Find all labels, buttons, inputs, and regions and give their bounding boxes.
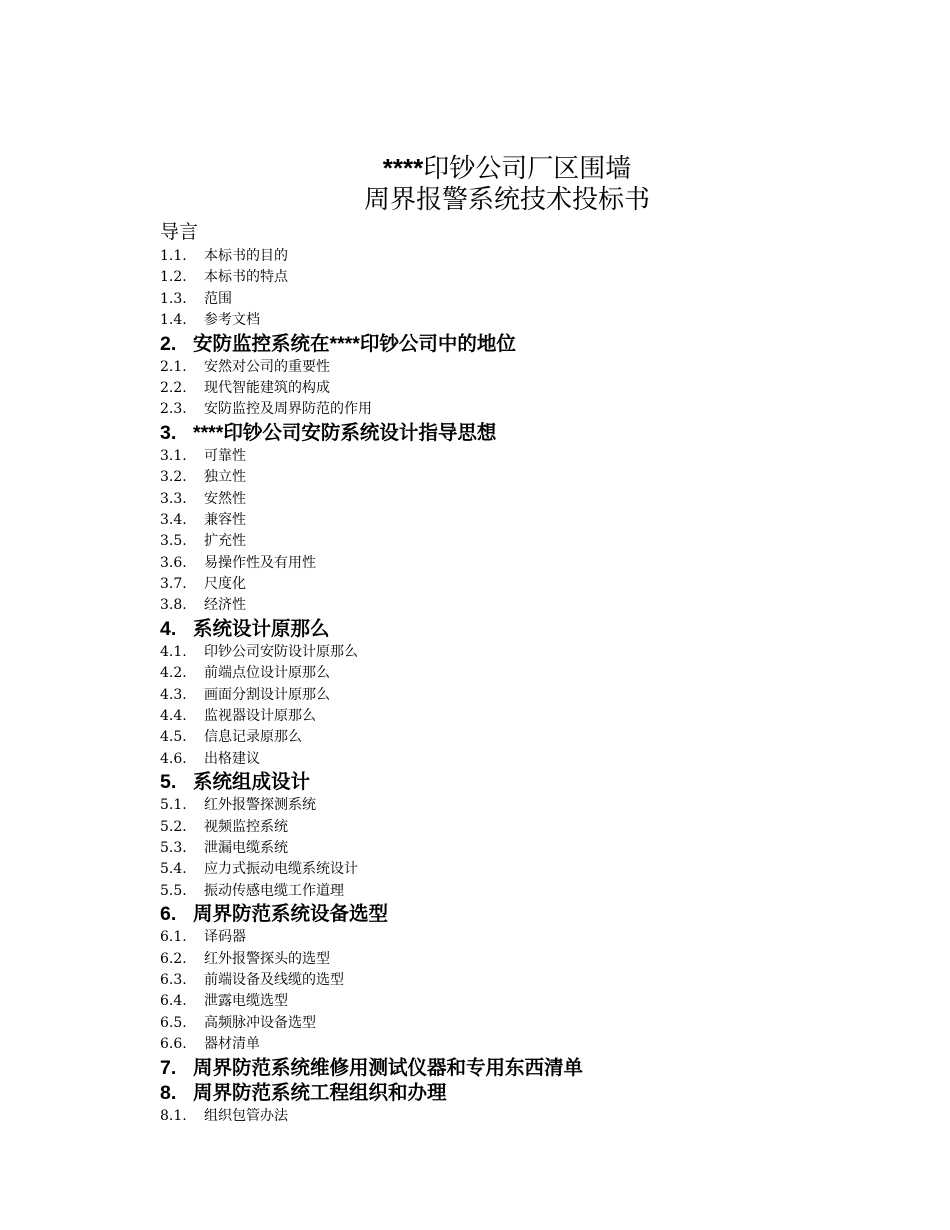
title-line-1-text: 印钞公司厂区围墙 bbox=[423, 154, 632, 184]
toc-subsection-item bbox=[160, 749, 920, 770]
toc-subsection-item bbox=[160, 1106, 920, 1127]
toc-entry-number: 3.4. bbox=[160, 511, 187, 528]
toc-intro-heading: 导言 bbox=[160, 221, 199, 243]
toc-chapter-heading bbox=[160, 770, 920, 795]
toc-entry-number: 5.5. bbox=[160, 882, 187, 899]
toc-entry-title: 本标书的目的 bbox=[204, 248, 288, 264]
toc-subsection-item bbox=[160, 642, 920, 663]
toc-subsection-item bbox=[160, 289, 920, 310]
toc-subsection-item bbox=[160, 378, 920, 399]
toc-entry-title: 系统设计原那么 bbox=[193, 617, 330, 640]
toc-entry-title: 参考文档 bbox=[204, 312, 260, 329]
toc-subsection-item bbox=[160, 927, 920, 948]
toc-subsection-item bbox=[160, 246, 920, 267]
toc-entry-number: 8. bbox=[160, 1081, 177, 1104]
toc-subsection-item bbox=[160, 949, 920, 970]
toc-entry-number: 3.7. bbox=[160, 576, 187, 593]
toc-subsection-item bbox=[160, 399, 920, 420]
toc-subsection-item bbox=[160, 970, 920, 991]
toc-subsection-item bbox=[160, 859, 920, 880]
toc-entry-number: 6.4. bbox=[160, 993, 187, 1010]
toc-subsection-item bbox=[160, 310, 920, 331]
toc-entry-title: 应力式振动电缆系统设计 bbox=[204, 861, 358, 878]
toc-entry-title: 现代智能建筑的构成 bbox=[204, 379, 330, 396]
toc-entry-title: 兼容性 bbox=[204, 511, 246, 528]
toc-entry-title: 译码器 bbox=[204, 929, 246, 946]
toc-entry-title: 画面分割设计原那么 bbox=[204, 686, 330, 703]
toc-entry-title: 泄露电缆选型 bbox=[204, 993, 288, 1010]
toc-entry-title: 视频监控系统 bbox=[204, 818, 288, 835]
toc-entry-number: 6.3. bbox=[160, 971, 187, 988]
toc-entry-title: 红外报警探测系统 bbox=[204, 797, 316, 814]
toc-subsection-item bbox=[160, 531, 920, 552]
toc-subsection-item bbox=[160, 553, 920, 574]
toc-entry-title: 器材清单 bbox=[204, 1036, 260, 1053]
toc-chapter-heading bbox=[160, 617, 920, 642]
toc-subsection-item bbox=[160, 267, 920, 288]
toc-entry-number: 3.1. bbox=[160, 447, 187, 464]
toc-entry-number: 5.1. bbox=[160, 797, 187, 814]
toc-entry-title: 经济性 bbox=[204, 597, 246, 614]
toc-entry-number: 1.1. bbox=[160, 248, 187, 264]
toc-entry-number: 2.2. bbox=[160, 379, 187, 396]
toc-entry-number: 1.3. bbox=[160, 290, 187, 307]
toc-entry-title: 组织包管办法 bbox=[204, 1107, 288, 1124]
toc-subsection-item bbox=[160, 817, 920, 838]
toc-entry-number: 3.2. bbox=[160, 469, 187, 486]
toc-subsection-item bbox=[160, 1034, 920, 1055]
toc-entry-number: 1.2. bbox=[160, 269, 187, 286]
title-stars: **** bbox=[382, 153, 424, 183]
toc-entry-number: 6.2. bbox=[160, 950, 187, 967]
toc-chapter-heading bbox=[160, 332, 920, 357]
toc-entry-title: 安然性 bbox=[204, 490, 246, 507]
toc-entry-number: 4. bbox=[160, 617, 177, 640]
toc-entry-number: 4.4. bbox=[160, 708, 187, 725]
document-title bbox=[0, 152, 950, 216]
toc-entry-title: 前端设备及线缆的选型 bbox=[204, 971, 344, 988]
toc-entry-number: 7. bbox=[160, 1056, 177, 1079]
toc-entry-title: 尺度化 bbox=[204, 576, 246, 593]
toc-entry-title: 周界防范系统工程组织和办理 bbox=[193, 1081, 447, 1104]
toc-entry-title: 范围 bbox=[204, 290, 232, 307]
toc-entry-title: 周界防范系统设备选型 bbox=[193, 903, 389, 926]
toc-entry-number: 3. bbox=[160, 421, 177, 444]
toc-entry-title: 出格建议 bbox=[204, 750, 260, 767]
toc-entry-title: 可靠性 bbox=[204, 447, 246, 464]
toc-entry-title: ****印钞公司安防系统设计指导思想 bbox=[193, 421, 497, 444]
title-line-1 bbox=[0, 152, 950, 184]
toc-entry-title: 信息记录原那么 bbox=[204, 729, 302, 746]
toc-subsection-item bbox=[160, 991, 920, 1012]
toc-subsection-item bbox=[160, 663, 920, 684]
toc-entry-title: 安防监控及周界防范的作用 bbox=[204, 401, 372, 418]
toc-entry-number: 6. bbox=[160, 903, 177, 926]
toc-entry-number: 3.5. bbox=[160, 533, 187, 550]
title-line-2: 周界报警系统技术投标书 bbox=[363, 185, 650, 215]
toc-entry-title: 红外报警探头的选型 bbox=[204, 950, 330, 967]
table-of-contents bbox=[160, 218, 920, 1127]
toc-chapter-heading bbox=[160, 1056, 920, 1081]
toc-entry-title: 易操作性及有用性 bbox=[204, 554, 316, 571]
toc-entry-title: 扩充性 bbox=[204, 533, 246, 550]
toc-entry-number: 3.8. bbox=[160, 597, 187, 614]
toc-entry-number: 8.1. bbox=[160, 1107, 187, 1124]
toc-entry-title: 印钞公司安防设计原那么 bbox=[204, 643, 358, 660]
toc-entry-number: 5. bbox=[160, 771, 177, 794]
toc-subsection-item bbox=[160, 574, 920, 595]
toc-entry-number: 4.6. bbox=[160, 750, 187, 767]
toc-entry-title: 独立性 bbox=[204, 469, 246, 486]
toc-subsection-item bbox=[160, 727, 920, 748]
toc-subsection-item bbox=[160, 467, 920, 488]
toc-chapter-heading bbox=[160, 421, 920, 446]
toc-entry-title: 本标书的特点 bbox=[204, 269, 288, 286]
toc-entry-number: 3.6. bbox=[160, 554, 187, 571]
toc-subsection-item bbox=[160, 489, 920, 510]
toc-entry-number: 2.1. bbox=[160, 358, 187, 375]
toc-entry-title: 前端点位设计原那么 bbox=[204, 665, 330, 682]
toc-entry-number: 6.5. bbox=[160, 1014, 187, 1031]
toc-entry-number: 5.2. bbox=[160, 818, 187, 835]
toc-entry-number: 1.4. bbox=[160, 312, 187, 329]
toc-entry-title: 泄漏电缆系统 bbox=[204, 839, 288, 856]
toc-entry-number: 6.1. bbox=[160, 929, 187, 946]
toc-entry-title: 高频脉冲设备选型 bbox=[204, 1014, 316, 1031]
toc-entry-title: 周界防范系统维修用测试仪器和专用东西清单 bbox=[193, 1056, 584, 1079]
toc-entry-title: 系统组成设计 bbox=[193, 771, 311, 794]
toc-subsection-item bbox=[160, 357, 920, 378]
toc-chapter-heading bbox=[160, 902, 920, 927]
toc-entry-number: 4.5. bbox=[160, 729, 187, 746]
toc-subsection-item bbox=[160, 795, 920, 816]
toc-entry-number: 4.2. bbox=[160, 665, 187, 682]
toc-entry-number: 4.1. bbox=[160, 643, 187, 660]
toc-chapter-heading bbox=[160, 1081, 920, 1106]
toc-entry-number: 6.6. bbox=[160, 1036, 187, 1053]
toc-entry-number: 5.3. bbox=[160, 839, 187, 856]
toc-subsection-item bbox=[160, 881, 920, 902]
toc-subsection-item bbox=[160, 510, 920, 531]
toc-entry-number: 2.3. bbox=[160, 401, 187, 418]
toc-subsection-item bbox=[160, 1013, 920, 1034]
toc-entry-number: 4.3. bbox=[160, 686, 187, 703]
toc-subsection-item bbox=[160, 838, 920, 859]
toc-entry-title: 监视器设计原那么 bbox=[204, 708, 316, 725]
toc-entry-title: 振动传感电缆工作道理 bbox=[204, 882, 344, 899]
toc-entry-title: 安然对公司的重要性 bbox=[204, 358, 330, 375]
toc-subsection-item bbox=[160, 446, 920, 467]
toc-entry-number: 3.3. bbox=[160, 490, 187, 507]
toc-entry-number: 5.4. bbox=[160, 861, 187, 878]
toc-entry-number: 2. bbox=[160, 332, 177, 355]
toc-subsection-item bbox=[160, 706, 920, 727]
toc-entry-title: 安防监控系统在****印钞公司中的地位 bbox=[193, 332, 516, 355]
toc-subsection-item bbox=[160, 595, 920, 616]
toc-subsection-item bbox=[160, 685, 920, 706]
